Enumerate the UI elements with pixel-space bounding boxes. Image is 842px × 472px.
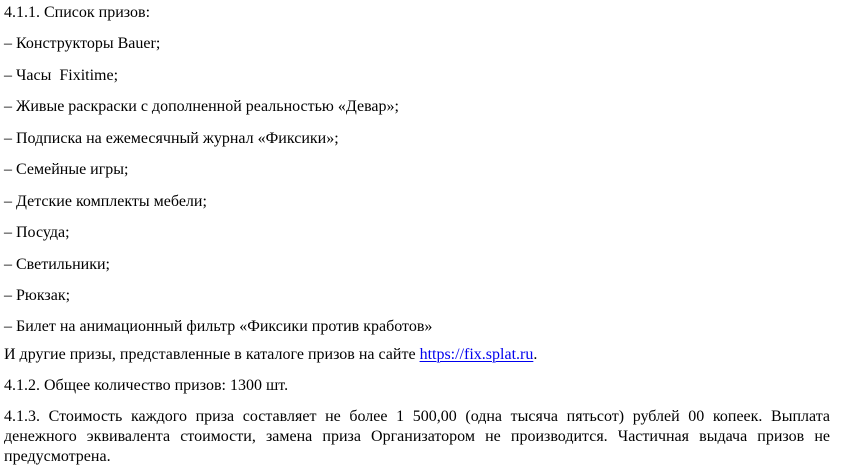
prize-item-backpack: – Рюкзак; — [4, 287, 71, 304]
prize-item-watch: – Часы Fixitime; — [4, 67, 119, 84]
prize-item-magazine: – Подписка на ежемесячный журнал «Фиксики»; — [4, 130, 339, 147]
prize-item-ticket: – Билет на анимационный фильтр «Фиксики против кработов» — [4, 318, 433, 335]
other-prizes-line — [4, 346, 537, 364]
prize-item-dishes: – Посуда; — [4, 224, 70, 241]
prize-item-games: – Семейные игры; — [4, 161, 129, 178]
prize-item-furniture: – Детские комплекты мебели; — [4, 193, 207, 210]
other-prizes-end: . — [533, 346, 538, 363]
prize-item-coloring: – Живые раскраски с дополненной реальностью «Девар»; — [4, 98, 399, 115]
other-prizes-text: И другие призы, представленные в каталоге призов на сайте — [4, 346, 420, 363]
prize-item-lamps: – Светильники; — [4, 256, 110, 273]
cost-paragraph: 4.1.3. Стоимость каждого приза составляет не более 1 500,00 (одна тысяча пятьсот) рублей 00 копеек. Выплата денежного эквивалента стоимости, замена приза Организатором не производится. Частичная выдача призов не предусмотрена. — [4, 408, 830, 465]
section-title: 4.1.1. Список призов: — [4, 4, 151, 21]
prize-item-constructors: – Конструкторы Bauer; — [4, 35, 161, 52]
total-prizes: 4.1.2. Общее количество призов: 1300 шт. — [4, 377, 289, 394]
catalog-link[interactable]: https://fix.splat.ru — [419, 346, 534, 363]
